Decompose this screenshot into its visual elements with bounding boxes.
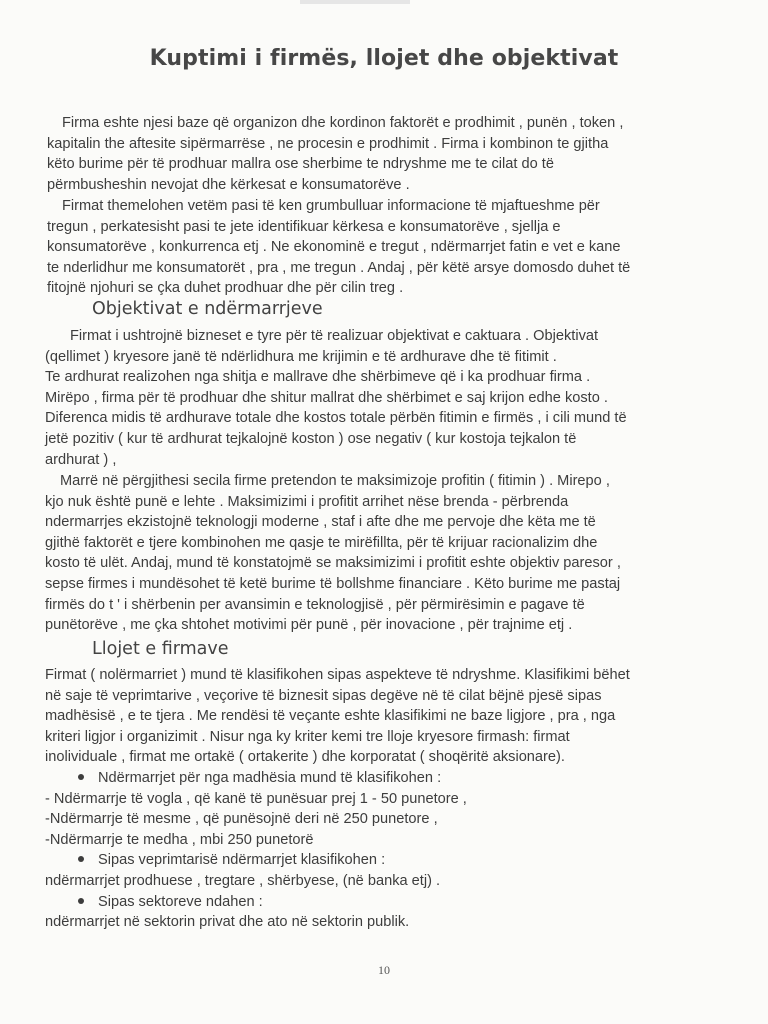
text-line: konsumatorëve , konkurrenca etj . Ne ekonominë e tregut , ndërmarrjet fatin e vet e kane <box>47 239 621 256</box>
page-title: Kuptimi i firmës, llojet dhe objektivat <box>149 46 619 71</box>
text-line: në saje të veprimtarive , veçorive të biznesit sipas degëve në të cilat bëjnë pjesë sipas <box>45 687 602 704</box>
bullet-item-sector <box>45 892 630 913</box>
text-line: këto burime për të prodhuar mallra ose sherbime te ndryshme me te cilat do të <box>47 156 554 173</box>
text-line: kosto të ulët. Andaj, mund të konstatojmë se maksimizimi i profitit eshte objektiv paresor , <box>45 555 621 572</box>
text-line: Firmat i ushtrojnë bizneset e tyre për të realizuar objektivat e caktuara . Objektivat <box>70 328 599 344</box>
text-line: Firmat ( nolërmarriet ) mund të klasifikohen sipas aspekteve të ndryshme. Klasifikimi bëhet <box>45 667 630 683</box>
text-line: ndermarrjes ekzistojnë teknologji moderne , staf i afte dhe me pervoje dhe këta me të <box>45 514 596 531</box>
intro-paragraph-2 <box>47 196 630 299</box>
list-item: ndërmarrjet në sektorin privat dhe ato në sektorin publik. <box>45 914 410 931</box>
text-line: Marrë në përgjithesi secila firme pretendon te maksimizoje profitin ( fitimin ) . Mirepo , <box>60 473 610 489</box>
text-line: sepse firmes i mundësohet të ketë burime të bollshme financiare . Këto burime me pastaj <box>45 575 621 592</box>
bullet-text: Sipas veprimtarisë ndërmarrjet klasifikohen : <box>98 852 386 869</box>
text-line: kriteri ligjor i organizimit . Nisur nga ky kriter kemi tre lloje kryesore firmash: firmat <box>45 728 570 745</box>
text-line: Firmat themelohen vetëm pasi të ken grumbulluar informacione të mjaftueshme për <box>62 198 600 214</box>
bullet-dot-icon <box>78 898 84 904</box>
list-item: - Ndërmarrje të vogla , që kanë të punësuar prej 1 - 50 punetore , <box>45 790 467 807</box>
list-item: ndërmarrjet prodhuese , tregtare , shërbyese, (në banka etj) . <box>45 872 441 889</box>
bullet-text: Ndërmarrjet për nga madhësia mund të klasifikohen : <box>98 769 442 786</box>
text-line: ardhurat ) , <box>45 451 117 468</box>
objectives-paragraph-1 <box>45 326 627 470</box>
types-paragraph <box>45 665 630 933</box>
text-line: Firma eshte njesi baze që organizon dhe kordinon faktorët e prodhimit , punën , token , <box>62 115 624 131</box>
text-line: fitojnë njohuri se çka duhet prodhuar dhe për cilin treg . <box>47 280 404 297</box>
text-line: Te ardhurat realizohen nga shitja e mallrave dhe shërbimeve që i ka prodhuar firma . <box>45 369 591 386</box>
text-line: (qellimet ) kryesore janë të ndërlidhura me krijimin e të ardhurave dhe të fitimit . <box>45 348 557 365</box>
bullet-dot-icon <box>78 774 84 780</box>
section-heading-types: Llojet e firmave <box>92 639 229 659</box>
objectives-paragraph-2 <box>45 471 621 636</box>
bullet-text: Sipas sektoreve ndahen : <box>98 893 263 910</box>
bullet-item-activity <box>45 850 630 871</box>
intro-paragraph-1 <box>47 113 623 195</box>
bullet-item-size <box>45 768 630 789</box>
page-number: 10 <box>378 963 390 977</box>
text-line: te nderlidhur me konsumatorët , pra , me tregun . Andaj , për këtë arsye domosdo duhet të <box>47 259 631 276</box>
text-line: kjo nuk është punë e lehte . Maksimizimi i profitit arrihet nëse brenda - përbrenda <box>45 493 569 510</box>
text-line: tregun , perkatesisht pasi te jete identifikuar kërkesa e konsumatorëve , sjellja e <box>47 218 561 235</box>
text-line: gjithë faktorët e tjere kombinohen me qasje te mirëfillta, për të krijuar racionalizim dhe <box>45 534 598 551</box>
text-line: inolividuale , firmat me ortakë ( ortakerite ) dhe korporatat ( shoqëritë aksionare). <box>45 749 565 766</box>
text-line: firmës do t ' i shërbenin per avansimin e teknologjisë , për përmirësimin e pagave të <box>45 596 585 613</box>
scan-artifact <box>300 0 410 4</box>
bullet-dot-icon <box>78 856 84 862</box>
text-line: Mirëpo , firma për të prodhuar dhe shitur mallrat dhe shërbimet e saj krijon edhe kosto . <box>45 389 608 406</box>
list-item: -Ndërmarrje te medha , mbi 250 punetorë <box>45 831 314 848</box>
text-line: përmbusheshin nevojat dhe kërkesat e konsumatorëve . <box>47 176 410 193</box>
section-heading-objectives: Objektivat e ndërmarrjeve <box>92 299 323 319</box>
text-line: punëtorëve , me çka shtohet motivimi për punë , për inovacione , për trajnime etj . <box>45 617 573 634</box>
text-line: madhësisë , e te tjera . Me rendësi të veçante eshte klasifikimi ne baze ligjore , pra , nga <box>45 708 616 725</box>
list-item: -Ndërmarrje të mesme , që punësojnë deri në 250 punetore , <box>45 811 438 828</box>
text-line: Diferenca midis të ardhurave totale dhe kostos totale përbën fitimin e firmës , i cili mund të <box>45 410 627 427</box>
text-line: kapitalin the aftesite sipërmarrëse , ne procesin e prodhimit . Firma i kombinon te gjitha <box>47 135 609 152</box>
text-line: jetë pozitiv ( kur të ardhurat tejkalojnë koston ) ose negativ ( kur kostoja tejkalon të <box>45 430 577 447</box>
